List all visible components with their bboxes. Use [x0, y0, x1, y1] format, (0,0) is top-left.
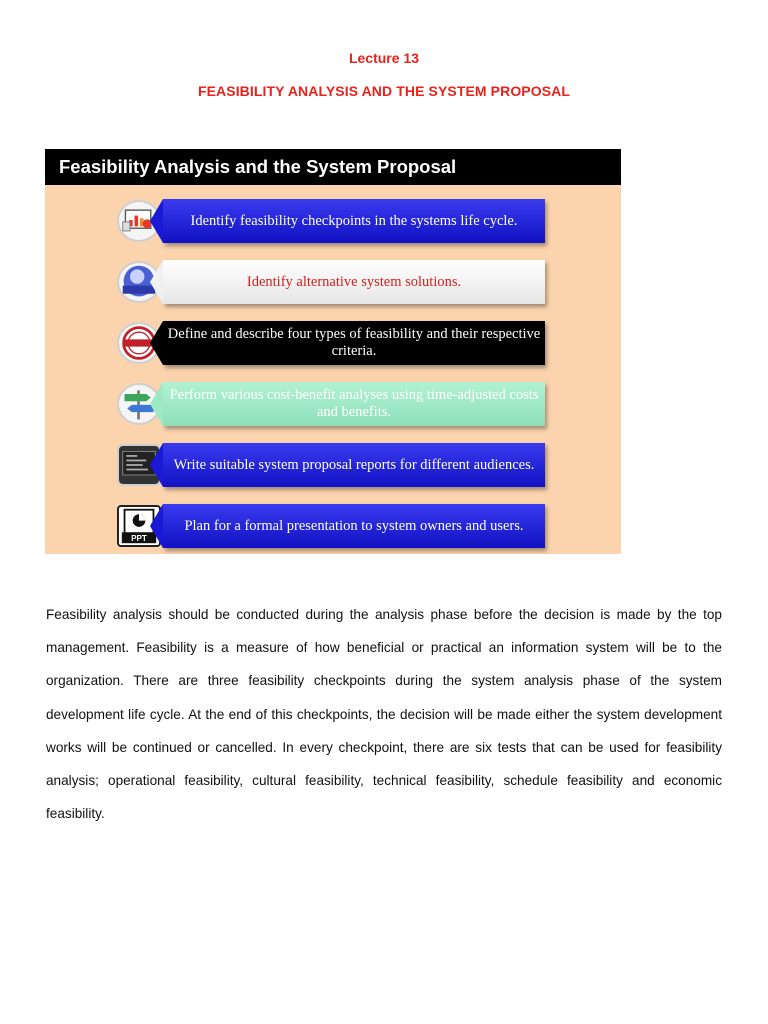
slide-item — [45, 501, 621, 551]
body-paragraph: Feasibility analysis should be conducted during the analysis phase before the decision is made by the top management. Feasibility is a measure of how beneficial or practical an information system will be to the organization. There are three feasibility checkpoints during the system analysis phase of the system development life cycle. At the end of this checkpoints, the decision will be made either the system development works will be continued or cancelled. In every checkpoint, there are six tests that can be used for feasibility analysis; operational feasibility, cultural feasibility, technical feasibility, schedule feasibility and economic feasibility. — [46, 607, 722, 822]
slide-header: Feasibility Analysis and the System Proposal — [45, 149, 621, 185]
slide-item-text: Write suitable system proposal reports for different audiences. — [163, 443, 545, 487]
slide-item-text: Identify alternative system solutions. — [163, 260, 545, 304]
slide-item-text: Identify feasibility checkpoints in the systems life cycle. — [163, 199, 545, 243]
slide-item — [45, 440, 621, 490]
document-title: FEASIBILITY ANALYSIS AND THE SYSTEM PROPOSAL — [197, 83, 571, 99]
slide-image — [45, 149, 621, 554]
slide-item — [45, 196, 621, 246]
ppt-label: PPT — [131, 533, 147, 543]
slide-item-text: Define and describe four types of feasibility and their respective criteria. — [163, 321, 545, 365]
slide-item — [45, 318, 621, 368]
slide-item — [45, 257, 621, 307]
slide-item-text: Plan for a formal presentation to system owners and users. — [163, 504, 545, 548]
slide-item-text: Perform various cost-benefit analyses using time-adjusted costs and benefits. — [163, 382, 545, 426]
lecture-number: Lecture 13 — [348, 50, 420, 66]
slide-item — [45, 379, 621, 429]
